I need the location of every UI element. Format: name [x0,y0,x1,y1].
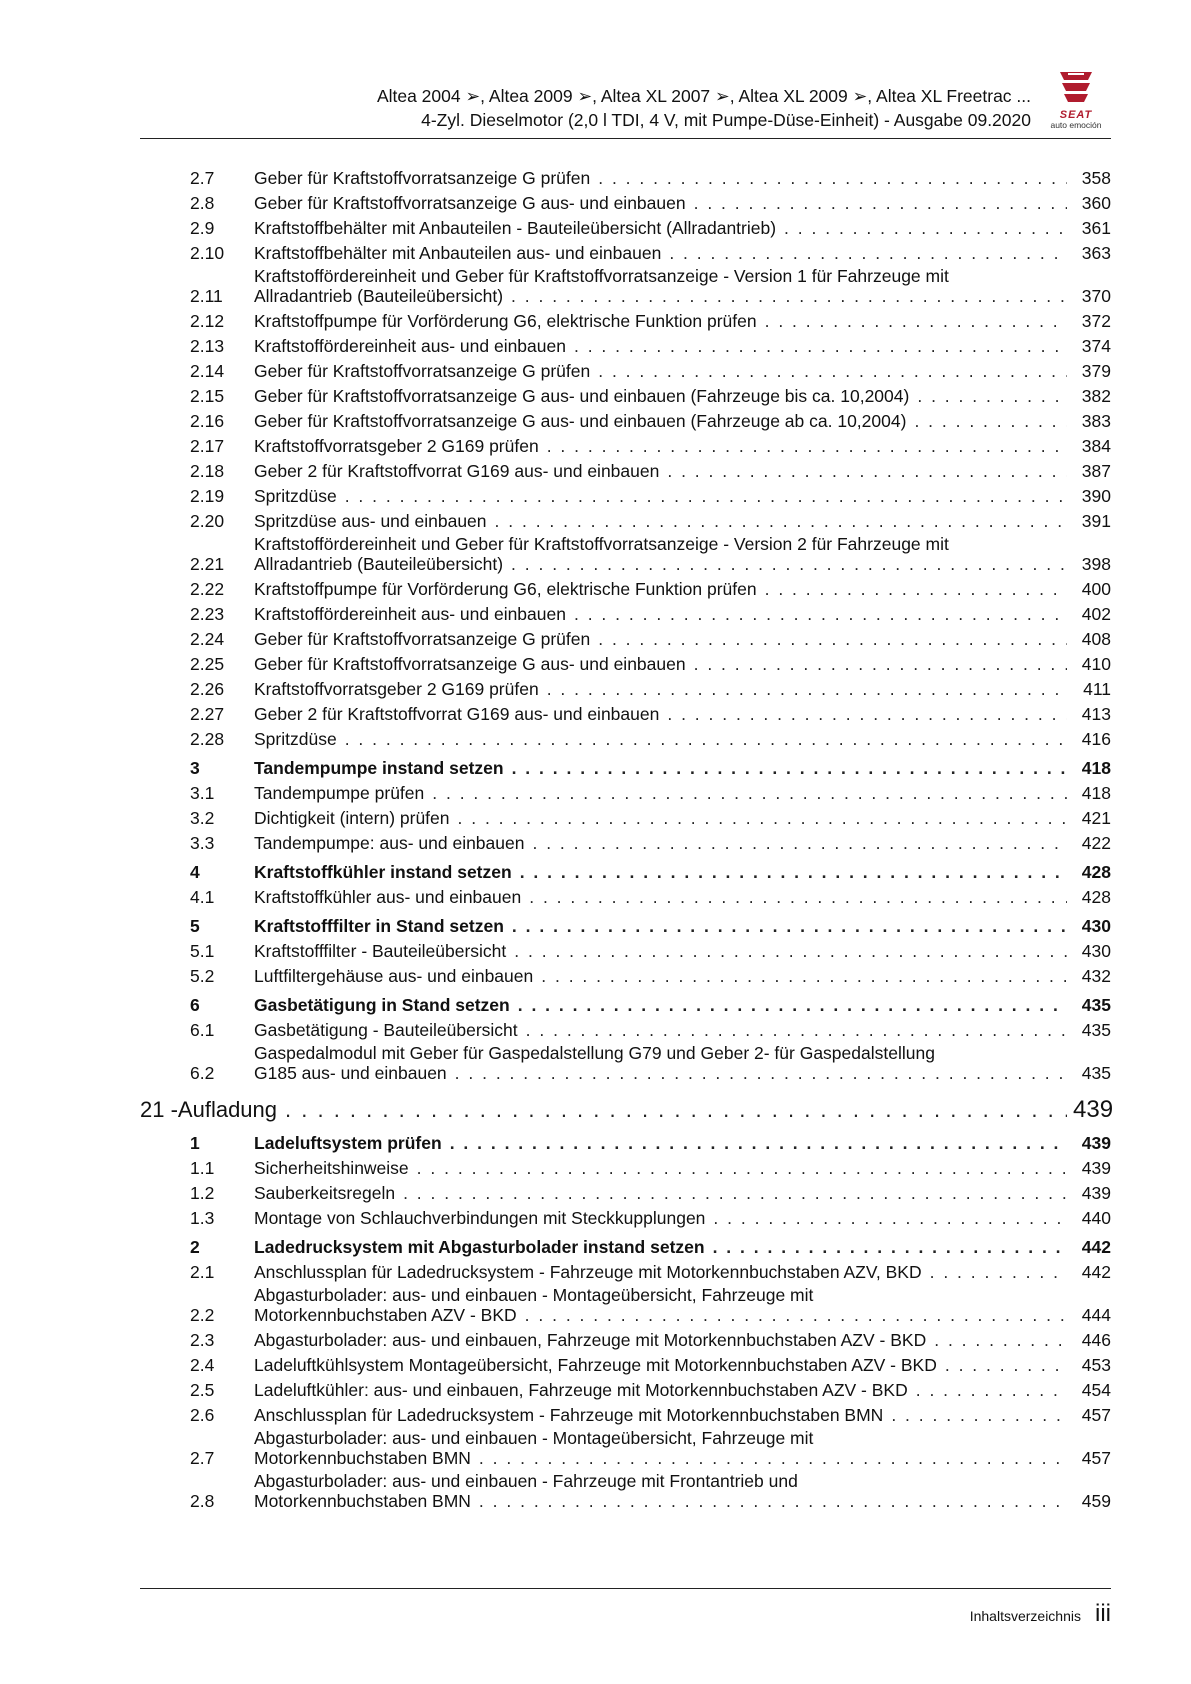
toc-entry-title-continued: G185 aus- und einbauen [254,1063,447,1083]
toc-entry-number: 6 [190,995,200,1015]
toc-page-number[interactable]: 360 [1081,193,1111,213]
toc-entry-number: 1.3 [190,1208,215,1228]
toc-entry-title: Kraftstoffördereinheit aus- und einbauen [254,336,566,356]
toc-page-number[interactable]: 382 [1081,386,1111,406]
toc-section-row[interactable] [140,1235,1111,1260]
toc-entry-number: 2.10 [190,243,225,263]
toc-entry-number: 2.6 [190,1405,215,1425]
toc-page-number[interactable]: 439 [1073,1096,1114,1123]
toc-page-number[interactable]: 442 [1081,1262,1111,1282]
toc-entry-row[interactable] [140,384,1111,409]
toc-section-row[interactable] [140,1131,1111,1156]
toc-dot-leader [479,1491,1067,1511]
toc-page-number[interactable]: 358 [1081,168,1111,188]
toc-entry-number: 2.23 [190,604,225,624]
toc-dot-leader [669,241,1067,266]
footer-divider [140,1588,1111,1589]
toc-entry-title: Kraftstoffvorratsgeber 2 G169 prüfen [254,436,539,456]
toc-page-number[interactable]: 435 [1081,1020,1111,1040]
toc-entry-number: 2.4 [190,1355,215,1375]
toc-dot-leader [694,191,1067,216]
toc-entry-title: Kraftstofffilter - Bauteileübersicht [254,941,507,961]
toc-entry-row[interactable] [140,831,1111,856]
toc-page-number[interactable]: 439 [1081,1133,1111,1153]
toc-dot-leader [532,831,1067,856]
toc-entry-row[interactable] [140,241,1111,266]
toc-entry-number: 2.2 [190,1305,215,1325]
header-title-line: Altea 2004 ➢, Altea 2009 ➢, Altea XL 2007 ➢, Altea XL 2009 ➢, Altea XL Freetrac ... [376,86,1031,106]
toc-page-number[interactable]: 408 [1081,629,1111,649]
toc-page-number[interactable]: 384 [1081,436,1111,456]
toc-dot-leader [917,384,1067,409]
toc-entry-row[interactable] [140,1328,1111,1353]
logo-tagline: auto emoción [1050,120,1102,130]
toc-dot-leader [667,702,1067,727]
toc-entry-title: Gasbetätigung in Stand setzen [254,995,510,1015]
toc-entry-row[interactable] [140,885,1111,910]
toc-dot-leader [345,727,1067,752]
toc-entry-row[interactable] [140,409,1111,434]
toc-page-number[interactable]: 416 [1081,729,1111,749]
toc-entry-title: Geber 2 für Kraftstoffvorrat G169 aus- und einbauen [254,461,660,481]
toc-entry-row[interactable] [140,1018,1111,1043]
toc-page-number[interactable]: 457 [1081,1448,1111,1468]
toc-entry-row[interactable] [140,1285,1111,1325]
toc-entry-number: 2.5 [190,1380,215,1400]
toc-entry-number: 2.7 [190,1448,215,1468]
toc-dot-leader [765,309,1067,334]
toc-entry-row[interactable] [140,166,1111,191]
toc-entry-row[interactable] [140,627,1111,652]
toc-entry-number: 3.3 [190,833,215,853]
toc-entry-row[interactable] [140,1403,1111,1428]
toc-page-number[interactable]: 439 [1081,1158,1111,1178]
toc-section-row[interactable] [140,860,1111,885]
toc-entry-number: 2.24 [190,629,225,649]
toc-entry-title: Tandempumpe: aus- und einbauen [254,833,525,853]
toc-chapter-row[interactable] [140,1093,1114,1127]
toc-entry-row[interactable] [140,577,1111,602]
toc-section-row[interactable] [140,756,1111,781]
toc-dot-leader [934,1328,1067,1353]
toc-entry-row[interactable] [140,1181,1111,1206]
toc-entry-row[interactable] [140,1353,1111,1378]
toc-entry-row[interactable] [140,1471,1111,1511]
toc-entry-number: 3.1 [190,783,215,803]
toc-entry-number: 2.16 [190,411,225,431]
toc-dot-leader [345,484,1067,509]
toc-dot-leader [495,509,1067,534]
toc-page-number[interactable]: 446 [1081,1330,1111,1350]
toc-entry-number: 5.1 [190,941,215,961]
toc-entry-title: Spritzdüse aus- und einbauen [254,511,487,531]
toc-dot-leader [891,1403,1067,1428]
page-footer [970,1600,1111,1628]
toc-entry-row[interactable] [140,309,1111,334]
footer-section-title: Inhaltsverzeichnis [969,1608,1081,1624]
toc-page-number[interactable]: 432 [1081,966,1111,986]
toc-entry-number: 3.2 [190,808,215,828]
toc-entry-number: 2.22 [190,579,225,599]
toc-entry-title: Geber 2 für Kraftstoffvorrat G169 aus- und einbauen [254,704,660,724]
toc-dot-leader [512,756,1067,781]
seat-logo [1041,70,1111,130]
logo-brand-text: SEAT [1059,109,1093,121]
toc-entry-title: Montage von Schlauchverbindungen mit Steckkupplungen [254,1208,706,1228]
toc-page-number[interactable]: 402 [1081,604,1111,624]
toc-page-number[interactable]: 440 [1081,1208,1111,1228]
toc-entry-title: Tandempumpe prüfen [254,783,425,803]
toc-dot-leader [458,806,1068,831]
toc-entry-row[interactable] [140,434,1111,459]
toc-entry-number: 2.9 [190,218,215,238]
toc-dot-leader [765,577,1067,602]
toc-entry-title: Spritzdüse [254,486,337,506]
toc-entry-number: 3 [190,758,200,778]
toc-entry-row[interactable] [140,702,1111,727]
toc-page-number[interactable]: 428 [1081,887,1111,907]
toc-page-number[interactable]: 444 [1081,1305,1111,1325]
toc-entry-title: Geber für Kraftstoffvorratsanzeige G aus- und einbauen [254,654,686,674]
toc-entry-row[interactable] [140,677,1111,702]
toc-dot-leader [914,409,1067,434]
toc-entry-row[interactable] [140,534,1111,574]
toc-entry-row[interactable] [140,266,1111,306]
toc-entry-row[interactable] [140,727,1111,752]
toc-entry-row[interactable] [140,939,1111,964]
footer-page-number: iii [1095,1600,1111,1627]
toc-dot-leader [403,1181,1067,1206]
toc-dot-leader [525,1305,1067,1325]
toc-dot-leader [598,166,1067,191]
toc-entry-row[interactable] [140,1260,1111,1285]
toc-entry-number: 2.8 [190,1491,215,1511]
toc-entry-number: 2.27 [190,704,225,724]
toc-entry-row[interactable] [140,334,1111,359]
toc-entry-row[interactable] [140,781,1111,806]
toc-entry-row[interactable] [140,459,1111,484]
toc-page-number[interactable]: 435 [1081,995,1111,1015]
toc-entry-title: Kraftstoffpumpe für Vorförderung G6, elektrische Funktion prüfen [254,579,757,599]
toc-entry-title: Sauberkeitsregeln [254,1183,396,1203]
toc-entry-number: 2.11 [190,286,223,306]
toc-entry-title: Spritzdüse [254,729,337,749]
toc-entry-title: Gaspedalmodul mit Geber für Gaspedalstellung G79 und Geber 2- für Gaspedalstellung [254,1043,935,1063]
toc-entry-number: 1 [190,1133,200,1153]
toc-dot-leader [432,781,1067,806]
toc-dot-leader [511,286,1067,306]
toc-entry-number: 2.26 [190,679,225,699]
toc-page-number[interactable]: 453 [1081,1355,1111,1375]
toc-entry-title: Luftfiltergehäuse aus- und einbauen [254,966,534,986]
toc-entry-number: 2 [190,1237,200,1257]
header-divider [140,138,1111,139]
toc-page-number[interactable]: 421 [1081,808,1111,828]
toc-entry-number: 6.2 [190,1063,215,1083]
toc-entry-number: 2.28 [190,729,225,749]
toc-entry-title-continued: Allradantrieb (Bauteileübersicht) [254,554,504,574]
toc-dot-leader [784,216,1067,241]
toc-dot-leader [930,1260,1067,1285]
toc-entry-number: 4.1 [190,887,215,907]
toc-entry-title: Abgasturbolader: aus- und einbauen - Fahrzeuge mit Frontantrieb und [254,1471,798,1491]
toc-page-number[interactable]: 391 [1081,511,1111,531]
toc-entry-title: Anschlussplan für Ladedrucksystem - Fahrzeuge mit Motorkennbuchstaben AZV, BKD [254,1262,922,1282]
toc-page-number[interactable]: 370 [1081,286,1111,306]
toc-entry-title: Aufladung [177,1097,278,1122]
toc-entry-title: Ladeluftkühler: aus- und einbauen, Fahrzeuge mit Motorkennbuchstaben AZV - BKD [254,1380,908,1400]
toc-entry-row[interactable] [140,1043,1111,1083]
toc-page-number[interactable]: 430 [1081,941,1111,961]
toc-entry-title: Kraftstoffördereinheit und Geber für Kraftstoffvorratsanzeige - Version 2 für Fahrzeuge mit [254,534,949,554]
toc-entry-number: 2.7 [190,168,215,188]
toc-dot-leader [512,914,1067,939]
toc-dot-leader [285,1093,1067,1127]
toc-dot-leader [514,939,1067,964]
toc-entry-title: Ladeluftsystem prüfen [254,1133,442,1153]
toc-entry-title: Ladeluftkühlsystem Montageübersicht, Fahrzeuge mit Motorkennbuchstaben AZV - BKD [254,1355,937,1375]
toc-entry-number: 2.17 [190,436,225,456]
toc-page-number[interactable]: 442 [1081,1237,1111,1257]
toc-entry-number: 2.20 [190,511,225,531]
toc-dot-leader [574,334,1067,359]
toc-dot-leader [479,1448,1067,1468]
toc-entry-row[interactable] [140,484,1111,509]
toc-entry-number: 2.3 [190,1330,215,1350]
toc-page-number[interactable]: 363 [1081,243,1111,263]
toc-entry-row[interactable] [140,806,1111,831]
toc-entry-title: Abgasturbolader: aus- und einbauen - Montageübersicht, Fahrzeuge mit [254,1285,814,1305]
toc-entry-number: 2.25 [190,654,225,674]
toc-entry-title: Geber für Kraftstoffvorratsanzeige G prüfen [254,361,591,381]
toc-page-number[interactable]: 400 [1081,579,1111,599]
toc-dot-leader [694,652,1067,677]
toc-page-number[interactable]: 418 [1081,758,1111,778]
toc-entry-title: Sicherheitshinweise [254,1158,409,1178]
toc-dot-leader [945,1353,1067,1378]
toc-dot-leader [526,1018,1067,1043]
toc-page-number[interactable]: 374 [1081,336,1111,356]
toc-page-number[interactable]: 390 [1081,486,1111,506]
toc-dot-leader [417,1156,1067,1181]
toc-entry-title: Geber für Kraftstoffvorratsanzeige G prüfen [254,629,591,649]
toc-entry-number: 2.21 [190,554,225,574]
toc-entry-title: Tandempumpe instand setzen [254,758,504,778]
toc-entry-number: 2.1 [190,1262,215,1282]
toc-entry-number: 1.2 [190,1183,215,1203]
toc-entry-number: 2.13 [190,336,225,356]
toc-entry-row[interactable] [140,602,1111,627]
toc-entry-number: 1.1 [190,1158,215,1178]
toc-page-number[interactable]: 439 [1081,1183,1111,1203]
toc-page-number[interactable]: 457 [1081,1405,1111,1425]
toc-page-number[interactable]: 379 [1081,361,1111,381]
toc-entry-title: Anschlussplan für Ladedrucksystem - Fahrzeuge mit Motorkennbuchstaben BMN [254,1405,884,1425]
toc-entry-row[interactable] [140,1206,1111,1231]
toc-entry-title: Geber für Kraftstoffvorratsanzeige G aus- und einbauen (Fahrzeuge bis ca. 10,2004) [254,386,910,406]
toc-entry-row[interactable] [140,652,1111,677]
toc-dot-leader [598,627,1067,652]
toc-dot-leader [541,964,1067,989]
toc-page-number[interactable]: 454 [1081,1380,1111,1400]
toc-entry-row[interactable] [140,964,1111,989]
toc-dot-leader [713,1206,1067,1231]
toc-entry-title: Ladedrucksystem mit Abgasturbolader instand setzen [254,1237,705,1257]
toc-entry-number: 5.2 [190,966,215,986]
header-subtitle-line: 4-Zyl. Dieselmotor (2,0 l TDI, 4 V, mit Pumpe-Düse-Einheit) - Ausgabe 09.2020 [421,110,1031,130]
toc-dot-leader [667,459,1067,484]
toc-entry-title: Kraftstoffbehälter mit Anbauteilen aus- und einbauen [254,243,662,263]
toc-entry-title: Dichtigkeit (intern) prüfen [254,808,450,828]
toc-entry-number: 2.8 [190,193,215,213]
toc-entry-number: 4 [190,862,200,882]
toc-entry-title-continued: Motorkennbuchstaben BMN [254,1491,471,1511]
toc-entry-number: 2.12 [190,311,225,331]
toc-entry-title: Kraftstoffördereinheit und Geber für Kraftstoffvorratsanzeige - Version 1 für Fahrzeuge mit [254,266,949,286]
toc-entry-number: 2.19 [190,486,225,506]
table-of-contents [140,166,1114,1514]
toc-entry-title: Gasbetätigung - Bauteileübersicht [254,1020,518,1040]
toc-entry-number: 21 - [140,1097,178,1122]
toc-entry-title: Kraftstoffvorratsgeber 2 G169 prüfen [254,679,539,699]
toc-entry-title: Abgasturbolader: aus- und einbauen, Fahrzeuge mit Motorkennbuchstaben AZV - BKD [254,1330,927,1350]
toc-dot-leader [450,1131,1067,1156]
toc-entry-title-continued: Motorkennbuchstaben AZV - BKD [254,1305,517,1325]
toc-entry-title: Geber für Kraftstoffvorratsanzeige G aus- und einbauen (Fahrzeuge ab ca. 10,2004) [254,411,907,431]
toc-entry-title-continued: Allradantrieb (Bauteileübersicht) [254,286,504,306]
toc-page-number[interactable]: 422 [1081,833,1111,853]
toc-page-number[interactable]: 430 [1081,916,1111,936]
toc-page-number[interactable]: 411 [1083,679,1111,699]
toc-entry-row[interactable] [140,191,1111,216]
toc-entry-title: Kraftstoffpumpe für Vorförderung G6, elektrische Funktion prüfen [254,311,757,331]
toc-entry-title: Geber für Kraftstoffvorratsanzeige G aus- und einbauen [254,193,686,213]
toc-dot-leader [518,993,1067,1018]
toc-entry-title: Kraftstofffilter in Stand setzen [254,916,504,936]
toc-dot-leader [455,1063,1067,1083]
toc-section-row[interactable] [140,914,1111,939]
toc-dot-leader [598,359,1067,384]
toc-page-number[interactable]: 459 [1081,1491,1111,1511]
toc-entry-title-continued: Motorkennbuchstaben BMN [254,1448,471,1468]
toc-page-number[interactable]: 372 [1081,311,1111,331]
toc-entry-title: Kraftstoffkühler aus- und einbauen [254,887,522,907]
toc-entry-title: Abgasturbolader: aus- und einbauen - Montageübersicht, Fahrzeuge mit [254,1428,814,1448]
toc-entry-row[interactable] [140,509,1111,534]
toc-dot-leader [574,602,1067,627]
toc-entry-row[interactable] [140,1156,1111,1181]
toc-page-number[interactable]: 398 [1081,554,1111,574]
toc-entry-number: 2.14 [190,361,225,381]
toc-dot-leader [547,434,1067,459]
toc-dot-leader [547,677,1067,702]
toc-page-number[interactable]: 383 [1081,411,1111,431]
toc-entry-number: 6.1 [190,1020,215,1040]
toc-page-number[interactable]: 428 [1081,862,1111,882]
toc-entry-title: Kraftstoffbehälter mit Anbauteilen - Bauteileübersicht (Allradantrieb) [254,218,777,238]
toc-dot-leader [520,860,1067,885]
toc-dot-leader [713,1235,1067,1260]
toc-entry-title: Kraftstoffördereinheit aus- und einbauen [254,604,566,624]
toc-page-number[interactable]: 435 [1081,1063,1111,1083]
toc-entry-row[interactable] [140,359,1111,384]
toc-entry-number: 2.18 [190,461,225,481]
toc-page-number[interactable]: 361 [1081,218,1111,238]
toc-entry-row[interactable] [140,1378,1111,1403]
toc-entry-row[interactable] [140,216,1111,241]
toc-entry-row[interactable] [140,1428,1111,1468]
toc-entry-title: Kraftstoffkühler instand setzen [254,862,512,882]
toc-page-number[interactable]: 410 [1081,654,1111,674]
toc-dot-leader [916,1378,1067,1403]
toc-dot-leader [529,885,1067,910]
toc-page-number[interactable]: 418 [1081,783,1111,803]
toc-page-number[interactable]: 413 [1081,704,1111,724]
toc-entry-number: 5 [190,916,200,936]
toc-entry-title: Geber für Kraftstoffvorratsanzeige G prüfen [254,168,591,188]
toc-entry-number: 2.15 [190,386,225,406]
toc-section-row[interactable] [140,993,1111,1018]
toc-page-number[interactable]: 387 [1081,461,1111,481]
seat-logo-icon [1054,70,1098,110]
toc-dot-leader [511,554,1067,574]
